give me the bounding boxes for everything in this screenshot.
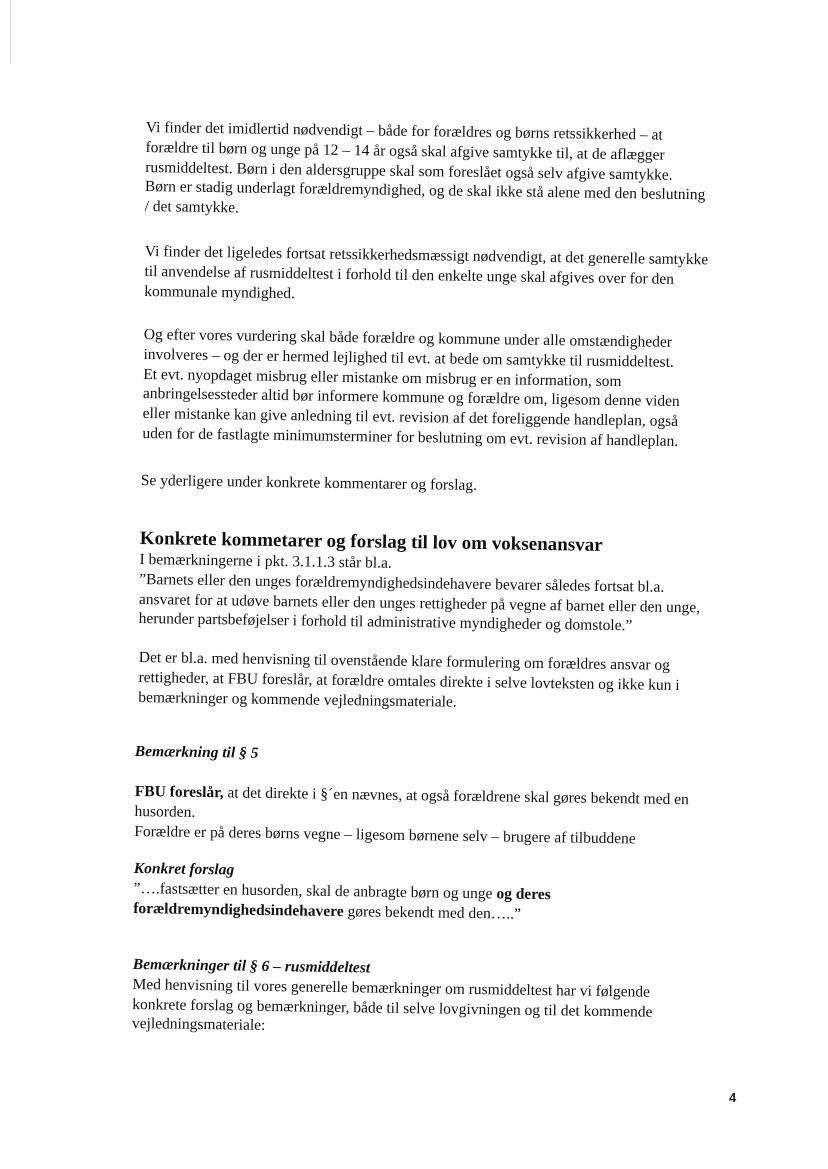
paragraph-see-further bbox=[141, 471, 477, 496]
text-line: herunder partsbeføjelser i forhold til administrative myndigheder og domstole.” bbox=[138, 610, 633, 635]
paragraph-general-consent bbox=[144, 242, 708, 310]
text-fragment: gøres bekendt med den…..” bbox=[343, 902, 522, 923]
subsection-heading: Bemærkninger til § 6 – rusmiddeltest bbox=[132, 955, 371, 977]
text-line: Børn er stadig underlagt forældremyndighed, og de skal ikke stå alene med den beslutning bbox=[144, 178, 706, 204]
text-line: / det samtykke. bbox=[144, 198, 240, 217]
text-line: Forældre er på deres børns vegne – ligesom børnene selv – brugere af tilbuddene bbox=[134, 822, 636, 848]
text-line: Se yderligere under konkrete kommentarer og forslag. bbox=[140, 471, 478, 494]
text-line: Og efter vores vurdering skal både forældre og kommune under alle omstændigheder bbox=[143, 325, 673, 351]
text-line: rusmiddeltest. Børn i den aldersgruppe skal som foreslået også selv afgive samtykke. bbox=[145, 158, 673, 184]
text-line: uden for de fastlagte minimumsterminer for beslutning om evt. revision af handleplan. bbox=[142, 424, 679, 450]
section-concrete-comments bbox=[138, 528, 701, 638]
text-line: Det er bl.a. med henvisning til ovenstående klare formulering om forældres ansvar og bbox=[138, 648, 671, 674]
subsection-heading: Bemærkning til § 5 bbox=[134, 742, 259, 762]
text-line: ansvaret for at udøve barnets eller den unges rettigheder på vegne af barnet eller den unge, bbox=[138, 590, 701, 616]
bold-phrase: FBU foreslår, bbox=[134, 782, 224, 802]
bold-phrase: og deres bbox=[496, 885, 551, 903]
remark-section-5 bbox=[135, 742, 259, 764]
text-line: bemærkninger og kommende vejledningsmateriale. bbox=[138, 688, 457, 711]
text-line: I bemærkningerne i pkt. 3.1.1.3 står bl.a. bbox=[139, 550, 392, 572]
subsection-heading: Konkret forslag bbox=[133, 859, 235, 879]
text-line: Et evt. nyopdaget misbrug eller mistanke om misbrug er en information, som bbox=[143, 365, 622, 390]
concrete-proposal bbox=[133, 859, 551, 925]
text-line: kommunale myndighed. bbox=[144, 282, 296, 302]
text-line: forældre til børn og unge på 12 – 14 år også skal afgive samtykke til, at de aflægger bbox=[145, 138, 665, 164]
text-line: anbringelsessteder altid bør informere kommune og forældre om, ligesom denne viden bbox=[142, 385, 680, 411]
section-heading: Konkrete kommetarer og forslag til lov om voksenansvar bbox=[139, 528, 603, 556]
text-line: Vi finder det ligeledes fortsat retssikkerhedsmæssigt nødvendigt, at det generelle samtykke bbox=[144, 242, 709, 269]
text-line: Med henvisning til vores generelle bemærkninger om rusmiddeltest har vi følgende bbox=[132, 975, 651, 1001]
text-line: ”Barnets eller den unges forældremyndighedsindehavere bevarer således fortsat bl.a. bbox=[139, 570, 665, 596]
text-line: husorden. bbox=[134, 802, 196, 821]
bold-phrase: forældremyndighedsindehavere bbox=[133, 899, 344, 920]
paragraph-involvement bbox=[142, 325, 680, 452]
paragraph-fbu-proposal bbox=[134, 782, 689, 850]
text-line: vejledningsmateriale: bbox=[131, 1015, 266, 1035]
text-line: konkrete forslag og bemærkninger, både til selve lovgivningen og til det kommende bbox=[132, 995, 653, 1021]
remark-section-6 bbox=[132, 955, 653, 1042]
text-line: eller mistanke kan give anledning til evt. revision af det foreliggende handleplan, også bbox=[142, 405, 679, 431]
text-line: involveres – og der er hermed lejlighed til evt. at bede om samtykke til rusmiddeltest. bbox=[143, 345, 674, 371]
paragraph-consent-parents bbox=[145, 118, 707, 225]
page-number: 4 bbox=[729, 1090, 737, 1105]
text-line: rettigheder, at FBU foreslår, at forældre omtales direkte i selve lovteksten og ikke kun i bbox=[138, 668, 680, 694]
paragraph-fbu-reference bbox=[138, 648, 680, 715]
text-fragment: at det direkte i §´en nævnes, at også forældrene skal gøres bekendt med en bbox=[223, 784, 689, 809]
text-line: Vi finder det imidlertid nødvendigt – både for forældres og børns retssikkerhed – at bbox=[145, 118, 663, 144]
text-line: til anvendelse af rusmiddeltest i forhold til den enkelte unge skal afgives over for den bbox=[144, 262, 675, 288]
text-fragment: ”….fastsætter en husorden, skal de anbragte børn og unge bbox=[133, 879, 497, 903]
